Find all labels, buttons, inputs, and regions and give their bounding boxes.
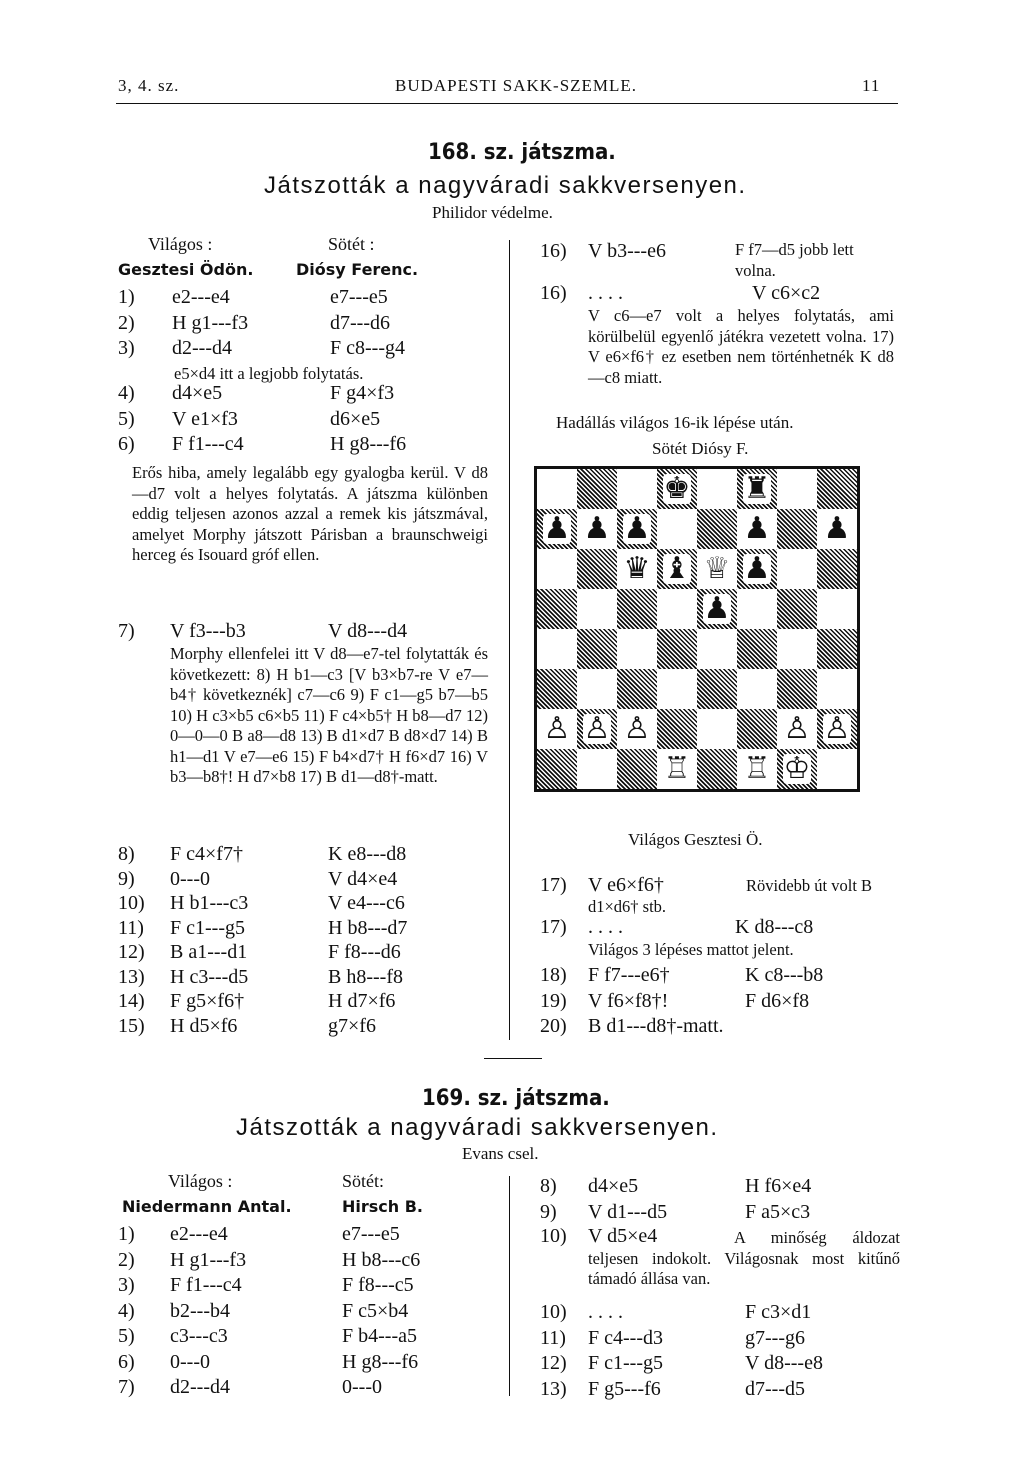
white-move: e2---e4 — [170, 1223, 228, 1245]
game-169-subtitle: Játszották a nagyváradi sakkversenyen. — [236, 1114, 719, 1141]
black-move: d6×e5 — [330, 407, 381, 430]
white-move: H g1---f3 — [172, 311, 249, 334]
white-move: d2---d4 — [170, 1376, 230, 1398]
black-bishop-icon: ♝ — [663, 551, 691, 586]
g2-move-10-white: V d5×e4 — [588, 1225, 658, 1247]
black-move: F g4×f3 — [330, 382, 395, 404]
board-square — [697, 469, 737, 509]
board-square — [537, 549, 577, 589]
game-169-title: 169. sz. játszma. — [422, 1086, 610, 1111]
board-square — [817, 509, 857, 549]
board-square — [777, 629, 817, 669]
black-move: g7---g6 — [745, 1326, 805, 1349]
board-square — [777, 509, 817, 549]
board-square — [657, 469, 697, 509]
page-number: 11 — [862, 76, 881, 95]
black-move: H g8---f6 — [330, 433, 407, 455]
note-move-16: F f7—d5 jobb lett volna. — [735, 240, 854, 280]
column-divider — [509, 240, 510, 1040]
white-move: F c4---d3 — [588, 1326, 663, 1349]
board-square — [817, 709, 857, 749]
board-square — [617, 549, 657, 589]
game-168-title: 168. sz. játszma. — [428, 140, 616, 165]
black-move: F c8---g4 — [330, 337, 405, 359]
white-move: F g5---f6 — [588, 1377, 661, 1400]
board-square — [777, 749, 817, 789]
board-square — [577, 749, 617, 789]
move-number: 11) — [540, 1326, 566, 1349]
black-move: 0---0 — [342, 1376, 382, 1398]
board-square — [737, 509, 777, 549]
black-move: d7---d6 — [330, 311, 390, 334]
move-number: 9) — [540, 1200, 557, 1223]
note-move-7: Morphy ellenfelei itt V d8—e7-tel folytatták és következett: 8) H b1—c3 [V b3×b7-re V e7—b4† következnék] c7—c6 9) F c1—g5 b7—b5 10) H c3×b5 c6×b5 11) F c4×b5† H b8—d7 12) 0—0—0 B a8—d8 13) B d1×d7 B d8×d7 14) B h1—d1 V e7—e6 15) F b4×d7† H f6×d7 16) V b3—b8†! H d7×b8 17) B d1—d8†-matt. — [170, 644, 488, 786]
move-17b-dots: . . . . — [588, 916, 623, 938]
board-square — [697, 549, 737, 589]
white-move: B d1---d8†-matt. — [588, 1015, 724, 1037]
black-move: F d6×f8 — [745, 989, 810, 1012]
black-move: e7---e5 — [342, 1223, 400, 1245]
black-move: V d4×e4 — [328, 867, 398, 890]
move-number: 3) — [118, 1274, 135, 1296]
move-number: 14) — [118, 990, 145, 1012]
white-rook-icon: ♖ — [663, 751, 691, 786]
board-square — [657, 709, 697, 749]
move-number: 18) — [540, 964, 567, 986]
board-square — [617, 509, 657, 549]
black-move: F b4---a5 — [342, 1325, 417, 1347]
move-number: 2) — [118, 1248, 135, 1271]
white-move: . . . . — [588, 1301, 623, 1323]
white-move: V f6×f8†! — [588, 989, 669, 1012]
white-move: 0---0 — [170, 867, 210, 890]
board-square — [777, 469, 817, 509]
black-move: F f8---c5 — [342, 1274, 414, 1296]
move-16-white: V b3---e6 — [588, 240, 666, 262]
white-pawn-icon: ♙ — [583, 711, 611, 746]
running-title: BUDAPESTI SAKK-SZEMLE. — [395, 76, 638, 95]
white-queen-icon: ♕ — [703, 551, 731, 586]
board-square — [817, 589, 857, 629]
black-move: e7---e5 — [330, 286, 388, 308]
move-16b-number: 16) — [540, 282, 567, 304]
move-number: 9) — [118, 867, 135, 890]
board-square — [617, 469, 657, 509]
white-move: F f7---e6† — [588, 964, 670, 986]
black-move: V e4---c6 — [328, 892, 405, 914]
white-king-icon: ♔ — [783, 751, 811, 786]
move-16b-black: V c6×c2 — [752, 282, 821, 304]
move-number: 5) — [118, 1325, 135, 1347]
g2-black-label: Sötét: — [342, 1171, 385, 1191]
white-player-name: Gesztesi Ödön. — [118, 260, 254, 279]
move-number: 6) — [118, 1350, 135, 1373]
move-17b-black: K d8---c8 — [735, 916, 814, 938]
board-square — [657, 549, 697, 589]
white-move: c3---c3 — [170, 1325, 228, 1347]
game-168-subtitle: Játszották a nagyváradi sakkversenyen. — [264, 172, 747, 199]
board-square — [537, 589, 577, 629]
board-square — [617, 749, 657, 789]
black-pawn-icon: ♟ — [543, 511, 571, 546]
move-number: 13) — [540, 1377, 567, 1400]
white-move: H b1---c3 — [170, 892, 249, 914]
move-number: 8) — [118, 843, 135, 865]
board-square — [657, 669, 697, 709]
black-move: V d8---e8 — [745, 1352, 823, 1374]
move-number: 20) — [540, 1015, 567, 1037]
board-square — [537, 509, 577, 549]
white-move: e2---e4 — [172, 286, 230, 308]
black-move: H f6×e4 — [745, 1175, 812, 1197]
board-square — [737, 629, 777, 669]
black-move: H b8---c6 — [342, 1248, 421, 1271]
black-move: H g8---f6 — [342, 1350, 419, 1373]
black-move: H d7×f6 — [328, 990, 396, 1012]
board-square — [657, 749, 697, 789]
g2-column-divider — [509, 1176, 510, 1396]
move-number: 13) — [118, 965, 145, 988]
chess-diagram — [534, 466, 860, 792]
move-number: 3) — [118, 337, 135, 359]
white-move: d2---d4 — [172, 337, 232, 359]
board-square — [817, 629, 857, 669]
move-number: 11) — [118, 916, 144, 939]
move-17-number: 17) — [540, 874, 567, 896]
white-pawn-icon: ♙ — [783, 711, 811, 746]
board-square — [537, 669, 577, 709]
board-square — [697, 749, 737, 789]
white-move: F c1---g5 — [170, 916, 245, 939]
issue-number: 3, 4. sz. — [118, 76, 180, 95]
board-square — [737, 709, 777, 749]
black-queen-icon: ♛ — [623, 551, 651, 586]
board-square — [777, 709, 817, 749]
black-pawn-icon: ♟ — [823, 511, 851, 546]
white-label: Világos : — [148, 234, 213, 254]
move-7-black: V d8---d4 — [328, 620, 408, 642]
white-move: F f1---c4 — [172, 433, 244, 455]
board-square — [577, 669, 617, 709]
move-number: 12) — [118, 941, 145, 963]
black-move: K c8---b8 — [745, 964, 824, 986]
board-square — [577, 509, 617, 549]
black-move: F c5×b4 — [342, 1299, 409, 1322]
black-move: B h8---f8 — [328, 965, 403, 988]
white-move: d4×e5 — [588, 1175, 639, 1197]
board-square — [537, 469, 577, 509]
move-number: 8) — [540, 1175, 557, 1197]
white-move: d4×e5 — [172, 382, 223, 404]
white-pawn-icon: ♙ — [823, 711, 851, 746]
black-rook-icon: ♜ — [743, 471, 771, 506]
move-number: 12) — [540, 1352, 567, 1374]
diagram-black-player: Sötét Diósy F. — [652, 439, 749, 458]
diagram-white-player: Világos Gesztesi Ö. — [628, 830, 763, 849]
white-move: F g5×f6† — [170, 990, 245, 1012]
move-number: 19) — [540, 989, 567, 1012]
game-168-opening: Philidor védelme. — [432, 203, 553, 222]
black-pawn-icon: ♟ — [703, 591, 731, 626]
board-square — [617, 709, 657, 749]
move-7-number: 7) — [118, 620, 135, 642]
move-16-number: 16) — [540, 240, 567, 262]
black-move: H b8---d7 — [328, 916, 408, 939]
board-square — [737, 749, 777, 789]
g2-note-move-10: A minőség áldozat teljesen indokolt. Világosnak most kitűnő támadó állása van. — [588, 1228, 900, 1288]
board-square — [657, 589, 697, 629]
note-move-3: e5×d4 itt a legjobb folytatás. — [174, 364, 364, 383]
board-square — [657, 629, 697, 669]
board-square — [617, 589, 657, 629]
note-move-6: Erős hiba, amely legalább egy gyalogba kerül. V d8—d7 volt a helyes folytatás. A játszma különben eddig teljesen azonos azzal a remek kis játszmával, amelyet Morphy játszott Párisban a braunschweigi herceg és Isouard gróf ellen. — [132, 463, 488, 564]
diagram-caption: Hadállás világos 16-ik lépése után. — [556, 413, 794, 432]
board-square — [737, 549, 777, 589]
move-number: 7) — [118, 1376, 135, 1398]
g2-white-label: Világos : — [168, 1171, 233, 1191]
board-square — [697, 669, 737, 709]
white-pawn-icon: ♙ — [623, 711, 651, 746]
section-separator — [484, 1058, 542, 1059]
black-player-name: Diósy Ferenc. — [296, 260, 419, 279]
board-square — [817, 669, 857, 709]
move-number: 6) — [118, 433, 135, 455]
black-move: g7×f6 — [328, 1014, 376, 1037]
black-move: K e8---d8 — [328, 843, 407, 865]
board-square — [697, 709, 737, 749]
move-number: 1) — [118, 1223, 135, 1245]
board-square — [777, 589, 817, 629]
white-move: V e1×f3 — [172, 407, 238, 430]
white-move: F c4×f7† — [170, 843, 243, 865]
board-square — [697, 629, 737, 669]
black-pawn-icon: ♟ — [583, 511, 611, 546]
board-square — [577, 629, 617, 669]
move-17b-number: 17) — [540, 916, 567, 938]
board-square — [617, 669, 657, 709]
board-square — [697, 589, 737, 629]
board-square — [697, 509, 737, 549]
board-square — [737, 669, 777, 709]
white-move: V d1---d5 — [588, 1200, 668, 1223]
board-square — [577, 709, 617, 749]
board-square — [737, 589, 777, 629]
move-number: 4) — [118, 1299, 135, 1322]
header-rule — [116, 103, 898, 104]
board-square — [577, 589, 617, 629]
white-move: b2---b4 — [170, 1299, 230, 1322]
board-square — [817, 749, 857, 789]
board-square — [537, 749, 577, 789]
white-move: B a1---d1 — [170, 941, 248, 963]
move-number: 15) — [118, 1014, 145, 1037]
board-square — [777, 669, 817, 709]
board-square — [777, 549, 817, 589]
white-move: H d5×f6 — [170, 1014, 238, 1037]
note-move-17b: Világos 3 lépéses mattot jelent. — [588, 940, 794, 959]
move-17-white: V e6×f6† — [588, 874, 664, 896]
white-move: H g1---f3 — [170, 1248, 247, 1271]
board-square — [657, 509, 697, 549]
black-pawn-icon: ♟ — [743, 511, 771, 546]
board-square — [537, 629, 577, 669]
black-move: F c3×d1 — [745, 1301, 812, 1323]
move-number: 2) — [118, 311, 135, 334]
white-rook-icon: ♖ — [743, 751, 771, 786]
board-square — [617, 629, 657, 669]
white-move: 0---0 — [170, 1350, 210, 1373]
move-16b-dots: . . . . — [588, 282, 623, 304]
black-move: F a5×c3 — [745, 1200, 811, 1223]
board-square — [817, 549, 857, 589]
game-169-opening: Evans csel. — [462, 1144, 539, 1163]
black-king-icon: ♚ — [663, 471, 691, 506]
move-number: 5) — [118, 407, 135, 430]
g2-black-player-name: Hirsch B. — [342, 1197, 424, 1216]
board-square — [737, 469, 777, 509]
white-move: F f1---c4 — [170, 1274, 242, 1296]
move-number: 1) — [118, 286, 135, 308]
move-number: 10) — [540, 1301, 567, 1323]
move-number: 4) — [118, 382, 135, 404]
g2-white-player-name: Niedermann Antal. — [122, 1197, 292, 1216]
black-label: Sötét : — [328, 234, 375, 254]
white-pawn-icon: ♙ — [543, 711, 571, 746]
note-move-17: Rövidebb út volt B d1×d6† stb. — [588, 876, 873, 916]
white-move: F c1---g5 — [588, 1352, 663, 1374]
black-pawn-icon: ♟ — [623, 511, 651, 546]
black-move: d7---d5 — [745, 1377, 805, 1400]
black-move: F f8---d6 — [328, 941, 401, 963]
board-square — [577, 549, 617, 589]
board-square — [537, 709, 577, 749]
white-move: H c3---d5 — [170, 965, 249, 988]
black-pawn-icon: ♟ — [743, 551, 771, 586]
board-square — [577, 469, 617, 509]
move-number: 10) — [118, 892, 145, 914]
move-7-white: V f3---b3 — [170, 620, 246, 642]
board-square — [817, 469, 857, 509]
note-move-16b: V c6—e7 volt a helyes folytatás, ami körülbelül egyenlő játékra vezetett volna. 17) V e6×f6† ez esetben nem történhetnék K d8—c8 miatt. — [588, 306, 894, 387]
g2-move-10-number: 10) — [540, 1225, 567, 1247]
